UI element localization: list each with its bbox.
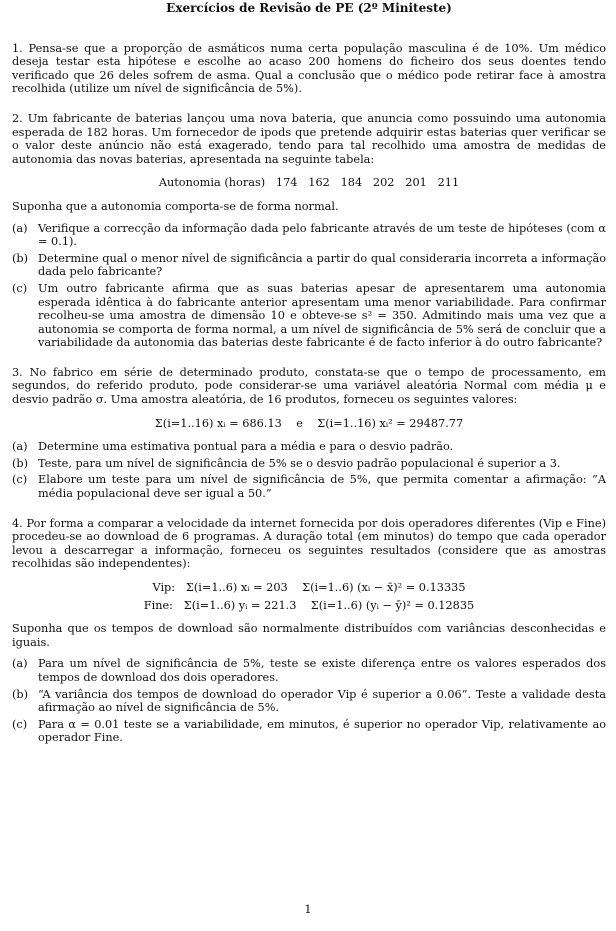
question-1-text: 1. Pensa-se que a proporção de asmáticos numa certa população masculina é de 10%. Um médico deseja testar esta hipótese e escolhe ao acaso 200 homens do ficheiro dos seus doentes tendo verificado que 26 deles sofrem de asma. Qual a conclusão que o médico pode retirar face à amostra recolhida (utilize um nível de significância de 5%). [12,41,606,96]
subitem-text: Teste, para um nível de significância de 5% se o desvio padrão populacional é superior a 3. [38,456,561,470]
subitem-b [12,688,606,715]
question-3 [12,366,606,501]
question-2-assumption: Suponha que a autonomia comporta-se de forma normal. [12,199,339,213]
subitem-text: Para α = 0.01 teste se a variabilidade, em minutos, é superior no operador Vip, relativamente ao operador Fine. [38,717,606,745]
subitem-text: Elabore um teste para um nível de significância de 5%, que permita comentar a afirmação: ”A média populacional deve ser igual a 50.” [38,473,606,501]
subitem-label: (a) [12,221,28,235]
subitem-label: (a) [12,440,28,454]
question-4-assumption: Suponha que os tempos de download são normalmente distribuídos com variâncias desconhecidas e iguais. [12,622,606,649]
subitem-text: Verifique a correcção da informação dada pelo fabricante através de um teste de hipóteses (com α = 0.1). [38,221,606,249]
subitem-a [12,657,606,684]
vip-formula: Vip: Σ(i=1..6) xᵢ = 203 Σ(i=1..6) (xᵢ − x̄)² = 0.13335 [152,581,466,594]
subitem-label: (c) [12,281,28,295]
page-title: Exercícios de Revisão de PE (2º Miniteste) [166,1,452,15]
question-2-subitems [12,222,606,350]
question-3-text: 3. No fabrico em série de determinado produto, constata-se que o tempo de processamento, em segundos, do referido produto, pode considerar-se uma variável aleatória Normal com média μ e desvio padrão σ. Uma amostra aleatória, de 16 produtos, forneceu os seguintes valores: [12,365,606,407]
subitem-label: (c) [12,473,28,487]
subitem-label: (a) [12,657,28,671]
subitem-b [12,252,606,279]
question-2-text: 2. Um fabricante de baterias lançou uma nova bateria, que anuncia como possuindo uma autonomia esperada de 182 horas. Um fornecedor de ipods que pretende adquirir estas baterias quer verificar se o valor deste anúncio não está exagerado, tendo para tal recolhido uma amostra de medidas de autonomia das novas baterias, apresentada na seguinte tabela: [12,111,606,166]
subitem-text: Determine qual o menor nível de significância a partir do qual consideraria incorreta a informação dada pelo fabricante? [38,251,606,279]
subitem-text: Para um nível de significância de 5%, teste se existe diferença entre os valores esperados dos tempos de download dos dois operadores. [38,657,606,684]
subitem-label: (b) [12,456,29,470]
subitem-text: “A variância dos tempos de download do operador Vip é superior a 0.06”. Teste a validade desta afirmação ao nível de significância de 5%. [38,687,606,715]
question-1 [12,42,606,96]
autonomy-table: Autonomia (horas) 174 162 184 202 201 211 [158,176,460,190]
subitem-c [12,473,606,500]
page-number: 1 [304,903,312,917]
subitem-label: (c) [12,717,28,731]
question-4-text: 4. Por forma a comparar a velocidade da internet fornecida por dois operadores diferentes (Vip e Fine) procedeu-se ao download de 6 programas. A duração total (em minutos) do tempo que cada operador levou a descarregar a informação, forneceu os seguintes resultados (considere que as amostras recolhidas são independentes): [12,516,606,571]
subitem-a [12,222,606,249]
subitem-text: Um outro fabricante afirma que as suas baterias apesar de apresentarem uma autonomia esperada idêntica à do fabricante anterior apresentam uma menor variabilidade. Para confirmar recolheu-se uma amostra de dimensão 10 e obteve-se s² = 350. Admitindo mais uma vez que a autonomia se comporta de forma normal, a um nível de significância de 5% será de concluir que a variabilidade da autonomia das baterias deste fabricante é de facto inferior à do outro fabricante? [38,281,606,350]
fine-formula: Fine: Σ(i=1..6) yᵢ = 221.3 Σ(i=1..6) (yᵢ − ȳ)² = 0.12835 [143,598,475,612]
subitem-c [12,718,606,745]
summation-formula: Σ(i=1..16) xᵢ = 686.13 e Σ(i=1..16) xᵢ² = 29487.77 [154,416,464,430]
subitem-label: (b) [12,687,29,701]
subitem-a [12,440,606,454]
subitem-c [12,282,606,350]
question-4-subitems [12,657,606,745]
subitem-text: Determine uma estimativa pontual para a média e para o desvio padrão. [38,440,454,454]
question-4 [12,517,606,745]
subitem-label: (b) [12,251,29,265]
question-3-subitems [12,440,606,500]
subitem-b [12,457,606,471]
question-2 [12,112,606,350]
document-page [0,2,616,931]
